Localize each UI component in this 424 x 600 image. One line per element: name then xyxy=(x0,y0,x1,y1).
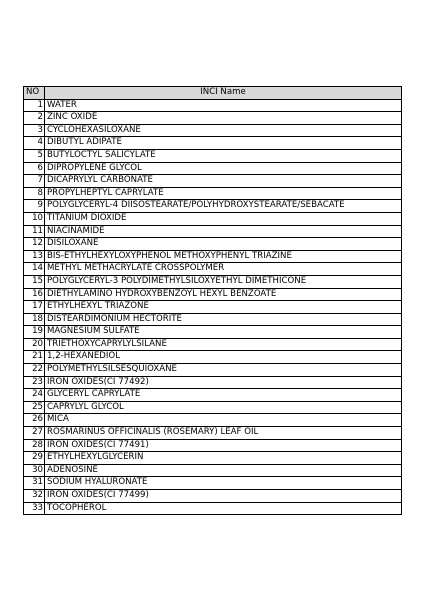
row-number: 14 xyxy=(24,263,45,276)
row-number: 3 xyxy=(24,124,45,137)
inci-table xyxy=(23,86,402,515)
inci-name-cell: ETHYLHEXYLGLYCERIN xyxy=(45,452,402,465)
row-number: 1 xyxy=(24,99,45,112)
inci-name-cell: ETHYLHEXYL TRIAZONE xyxy=(45,301,402,314)
inci-name-cell: POLYGLYCERYL-3 POLYDIMETHYLSILOXYETHYL DIMETHICONE xyxy=(45,275,402,288)
table-row xyxy=(24,263,402,276)
inci-name-cell: DISTEARDIMONIUM HECTORITE xyxy=(45,313,402,326)
inci-name-cell: POLYGLYCERYL-4 DIISOSTEARATE/POLYHYDROXYSTEARATE/SEBACATE xyxy=(45,200,402,213)
table-row xyxy=(24,275,402,288)
inci-name-cell: POLYMETHYLSILSESQUIOXANE xyxy=(45,364,402,377)
table-row xyxy=(24,414,402,427)
row-number: 30 xyxy=(24,464,45,477)
table-row xyxy=(24,313,402,326)
inci-name-cell: IRON OXIDES(CI 77491) xyxy=(45,439,402,452)
table-row xyxy=(24,452,402,465)
row-number: 7 xyxy=(24,175,45,188)
inci-name-cell: DIBUTYL ADIPATE xyxy=(45,137,402,150)
inci-name-cell: IRON OXIDES(CI 77492) xyxy=(45,376,402,389)
table-row xyxy=(24,401,402,414)
inci-name-cell: GLYCERYL CAPRYLATE xyxy=(45,389,402,402)
inci-name-cell: WATER xyxy=(45,99,402,112)
row-number: 5 xyxy=(24,149,45,162)
inci-name-cell: METHYL METHACRYLATE CROSSPOLYMER xyxy=(45,263,402,276)
inci-name-cell: MICA xyxy=(45,414,402,427)
table-row xyxy=(24,326,402,339)
row-number: 31 xyxy=(24,477,45,490)
inci-name-cell: TITANIUM DIOXIDE xyxy=(45,212,402,225)
table-row xyxy=(24,490,402,503)
row-number: 23 xyxy=(24,376,45,389)
inci-name-cell: CYCLOHEXASILOXANE xyxy=(45,124,402,137)
table-row xyxy=(24,99,402,112)
table-row xyxy=(24,175,402,188)
row-number: 10 xyxy=(24,212,45,225)
row-number: 33 xyxy=(24,502,45,515)
table-body xyxy=(24,99,402,515)
inci-name-cell: BUTYLOCTYL SALICYLATE xyxy=(45,149,402,162)
row-number: 13 xyxy=(24,250,45,263)
row-number: 25 xyxy=(24,401,45,414)
table-row xyxy=(24,225,402,238)
table-row xyxy=(24,112,402,125)
table-header-row xyxy=(24,87,402,100)
table-row xyxy=(24,464,402,477)
inci-name-cell: DISILOXANE xyxy=(45,238,402,251)
inci-name-cell: TOCOPHEROL xyxy=(45,502,402,515)
table-row xyxy=(24,137,402,150)
row-number: 24 xyxy=(24,389,45,402)
table-row xyxy=(24,212,402,225)
table-row xyxy=(24,439,402,452)
table-row xyxy=(24,427,402,440)
column-header-inci-name: INCI Name xyxy=(45,87,402,100)
table-row xyxy=(24,238,402,251)
table-row xyxy=(24,338,402,351)
row-number: 21 xyxy=(24,351,45,364)
row-number: 12 xyxy=(24,238,45,251)
row-number: 8 xyxy=(24,187,45,200)
inci-name-cell: DIETHYLAMINO HYDROXYBENZOYL HEXYL BENZOATE xyxy=(45,288,402,301)
table-row xyxy=(24,351,402,364)
row-number: 22 xyxy=(24,364,45,377)
table-row xyxy=(24,389,402,402)
row-number: 32 xyxy=(24,490,45,503)
table-row xyxy=(24,162,402,175)
row-number: 20 xyxy=(24,338,45,351)
table-row xyxy=(24,124,402,137)
row-number: 9 xyxy=(24,200,45,213)
inci-name-cell: DIPROPYLENE GLYCOL xyxy=(45,162,402,175)
table-row xyxy=(24,364,402,377)
row-number: 17 xyxy=(24,301,45,314)
column-header-no: NO xyxy=(24,87,45,100)
row-number: 15 xyxy=(24,275,45,288)
table-row xyxy=(24,149,402,162)
inci-name-cell: ROSMARINUS OFFICINALIS (ROSEMARY) LEAF OIL xyxy=(45,427,402,440)
table-row xyxy=(24,187,402,200)
table-row xyxy=(24,502,402,515)
row-number: 4 xyxy=(24,137,45,150)
inci-name-cell: CAPRYLYL GLYCOL xyxy=(45,401,402,414)
inci-name-cell: ZINC OXIDE xyxy=(45,112,402,125)
table-row xyxy=(24,477,402,490)
row-number: 26 xyxy=(24,414,45,427)
table-row xyxy=(24,376,402,389)
table-row xyxy=(24,250,402,263)
row-number: 19 xyxy=(24,326,45,339)
row-number: 28 xyxy=(24,439,45,452)
row-number: 6 xyxy=(24,162,45,175)
inci-name-cell: IRON OXIDES(CI 77499) xyxy=(45,490,402,503)
row-number: 18 xyxy=(24,313,45,326)
inci-name-cell: PROPYLHEPTYL CAPRYLATE xyxy=(45,187,402,200)
inci-name-cell: TRIETHOXYCAPRYLYLSILANE xyxy=(45,338,402,351)
table-row xyxy=(24,200,402,213)
inci-name-cell: SODIUM HYALURONATE xyxy=(45,477,402,490)
ingredient-list-document xyxy=(23,86,401,515)
row-number: 16 xyxy=(24,288,45,301)
row-number: 27 xyxy=(24,427,45,440)
table-row xyxy=(24,301,402,314)
inci-name-cell: DICAPRYLYL CARBONATE xyxy=(45,175,402,188)
inci-name-cell: MAGNESIUM SULFATE xyxy=(45,326,402,339)
row-number: 11 xyxy=(24,225,45,238)
inci-name-cell: NIACINAMIDE xyxy=(45,225,402,238)
row-number: 29 xyxy=(24,452,45,465)
inci-name-cell: BIS-ETHYLHEXYLOXYPHENOL METHOXYPHENYL TRIAZINE xyxy=(45,250,402,263)
inci-name-cell: ADENOSINE xyxy=(45,464,402,477)
inci-name-cell: 1,2-HEXANEDIOL xyxy=(45,351,402,364)
table-row xyxy=(24,288,402,301)
row-number: 2 xyxy=(24,112,45,125)
